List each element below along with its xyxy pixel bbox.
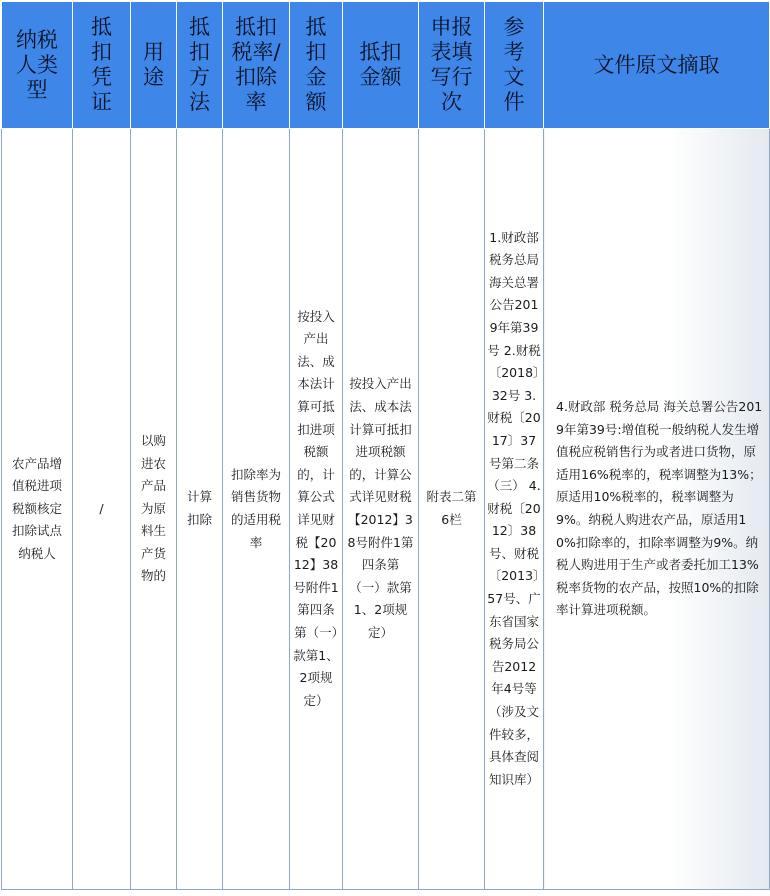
tax-deduction-table <box>1 1 770 890</box>
header-method: 抵扣方法 <box>177 2 223 129</box>
table-row <box>2 129 770 890</box>
cell-deduct-amount <box>343 129 419 890</box>
voucher-text: / <box>99 500 104 516</box>
rate-text: 扣除率为销售货物的适用税率 <box>230 466 281 550</box>
header-rate: 抵扣税率/扣除率 <box>223 2 290 129</box>
header-deduct-amount: 抵扣金额 <box>343 2 419 129</box>
cell-form-line <box>419 129 485 890</box>
header-taxpayer-type: 纳税人类型 <box>2 2 73 129</box>
cell-excerpt <box>544 129 770 890</box>
cell-taxpayer-type <box>2 129 73 890</box>
cell-method <box>177 129 223 890</box>
taxpayer-type-text: 农产品增值税进项税额核定扣除试点纳税人 <box>11 455 62 561</box>
form-line-text: 附表二第6栏 <box>426 489 477 527</box>
excerpt-text: 4.财政部 税务总局 海关总署公告2019年第39号:增值税一般纳税人发生增值税应税销售行为或者进口货物，原适用16%税率的，税率调整为13%；原适用10%税率的，税率调整为9%。纳税人购进农产品，原适用10%扣除率的，扣除率调整为9%。纳税人购进用于生产或者委托加工13%税率货物的农产品，按照10%的扣除率计算进项税额。 <box>556 399 763 618</box>
table-header-row <box>2 2 770 129</box>
method-text: 计算扣除 <box>186 489 212 527</box>
header-purpose: 用途 <box>131 2 177 129</box>
cell-reference <box>485 129 544 890</box>
purpose-text: 以购进农产品为原料生产货物的 <box>140 432 166 584</box>
header-form-line: 申报表填写行次 <box>419 2 485 129</box>
deduct-amount-text: 按投入产出法、成本法计算可抵扣进项税额的，计算公式详见财税【2012】38号附件1第四条第（一）款第1、2项规定） <box>347 376 414 640</box>
header-voucher: 抵扣凭证 <box>73 2 131 129</box>
header-reference: 参考文件 <box>485 2 544 129</box>
cell-purpose <box>131 129 177 890</box>
cell-amount-rule <box>290 129 343 890</box>
reference-text: 1.财政部 税务总局 海关总署公告2019年第39号 2.财税〔2018〕32号 3.财税〔2017〕37号第二条（三） 4.财税〔2012〕38号、财税〔2013〕57号、广东省国家税务局公告2012年4号等（涉及文件较多，具体查阅知识库） <box>487 229 541 787</box>
header-amount: 抵扣金额 <box>290 2 343 129</box>
amount-rule-text: 按投入产出法、成本法计算可抵扣进项税额的，计算公式详见财税【2012】38号附件1第四条第（一）款第1、2项规定） <box>293 308 339 708</box>
header-excerpt: 文件原文摘取 <box>544 2 770 129</box>
cell-voucher <box>73 129 131 890</box>
cell-rate <box>223 129 290 890</box>
